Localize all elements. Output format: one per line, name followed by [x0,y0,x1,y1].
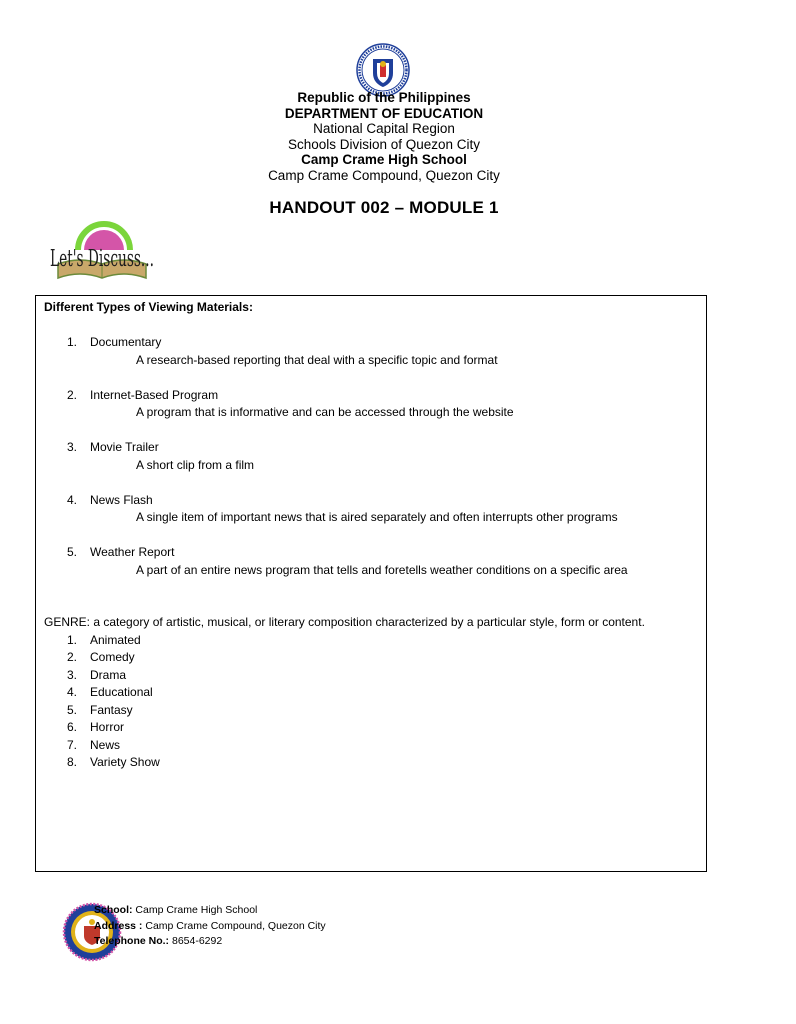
item-name: Educational [90,685,153,699]
list-item [44,492,704,527]
item-name: News [90,737,121,752]
item-description: A program that is informative and can be accessed through the website [136,405,514,419]
school-address-line: Camp Crame Compound, Quezon City [268,167,500,183]
item-number: 7. [67,737,78,752]
list-item [44,667,704,685]
genre-definition [44,614,704,632]
list-item [44,439,704,474]
item-number: 3. [67,440,78,454]
item-name: Documentary [90,335,162,349]
item-number: 1. [67,335,78,349]
region-line: National Capital Region [313,121,455,136]
item-number: 2. [67,387,78,402]
item-name: Variety Show [90,755,160,769]
item-name: Fantasy [90,702,133,717]
item-name: Horror [90,720,125,734]
list-item [44,684,704,702]
list-item [44,544,704,579]
department-line: DEPARTMENT OF EDUCATION [284,105,484,121]
list-item [44,719,704,737]
item-number: 5. [67,545,78,559]
svg-text:Let's Discuss...: Let's Discuss... [50,245,154,273]
list-item [44,387,704,422]
item-number: 2. [67,650,78,664]
footer-phone [94,934,326,950]
list-item [44,737,704,755]
item-name: Comedy [90,650,135,664]
item-number: 4. [67,492,78,507]
list-item [44,649,704,667]
list-item [44,754,704,772]
item-description: A part of an entire news program that tells and foretells weather conditions on a specific area [136,562,628,577]
list-item [44,702,704,720]
lets-discuss-logo [48,216,156,282]
school-name-line: Camp Crame High School [301,152,467,167]
item-number: 4. [67,685,78,699]
item-number: 6. [67,720,78,734]
division-line: Schools Division of Quezon City [287,136,481,152]
footer-school [94,903,326,919]
item-description: A research-based reporting that deal with a specific topic and format [136,352,498,367]
footer-address [94,919,326,935]
materials-heading: Different Types of Viewing Materials: [44,300,253,314]
handout-content [44,299,704,772]
genre-definition-text: a category of artistic, musical, or literary composition characterized by a particular style, form or content. [90,615,645,629]
footer-school-label: School: [94,904,133,916]
list-item [44,632,704,650]
item-name: Animated [90,632,141,647]
footer-address-label: Address : [94,919,143,932]
item-description: A short clip from a film [136,457,255,472]
item-name: Internet-Based Program [90,387,219,402]
item-number: 5. [67,702,78,717]
republic-line: Republic of the Philippines [297,90,471,105]
letterhead [0,90,768,183]
item-name: Movie Trailer [90,440,159,454]
item-name: News Flash [90,492,153,507]
item-description: A single item of important news that is aired separately and often interrupts other programs [136,510,618,524]
handout-title: HANDOUT 002 – MODULE 1 [269,198,499,217]
footer-contact [94,903,326,950]
genre-label: GENRE: [44,615,91,629]
footer-school-value: Camp Crame High School [132,904,258,916]
deped-seal-icon [356,43,410,97]
footer-address-value: Camp Crame Compound, Quezon City [142,919,326,932]
list-item [44,334,704,369]
item-number: 8. [67,755,78,769]
footer-phone-value: 8654-6292 [169,935,223,947]
item-name: Weather Report [90,545,175,559]
item-number: 3. [67,667,78,682]
item-name: Drama [90,667,127,682]
item-number: 1. [67,632,78,647]
footer-phone-label: Telephone No.: [94,935,170,947]
